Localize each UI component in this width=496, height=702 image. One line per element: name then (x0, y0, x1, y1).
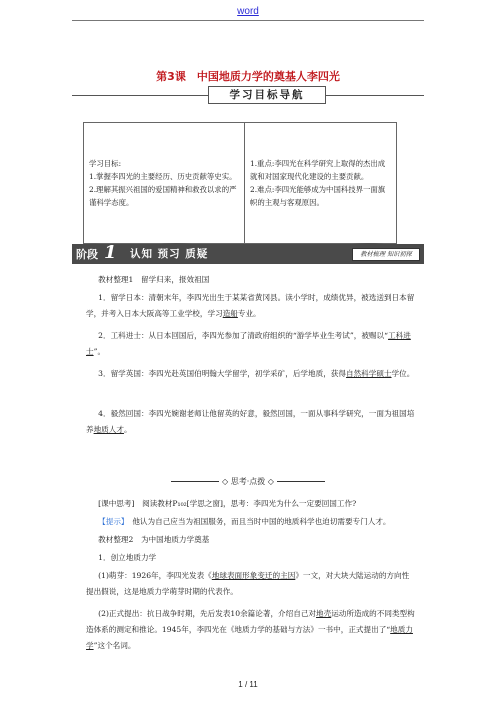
inclass-question (86, 496, 416, 512)
p1-key: 地球表面形象变迁的主因 (211, 571, 296, 580)
p2-text: 运动所造成的不同类型构造体系的测定和推论。1945年，李四光在《地质力学的基础与方法》一书中，正式提出了“ (86, 609, 415, 634)
goals-left-item: 2.理解其振兴祖国的爱国精神和救孜以求的严谨科学态度。 (89, 185, 237, 207)
item-text: 3．留学英国：李四光赴英国伯明翰大学留学，初学采矿，后学地质，获得 (98, 369, 346, 378)
goals-right-item: 2.难点:李四光能够成为中国科技界一面旗帜的主观与客观原因。 (250, 185, 386, 207)
think-divider-label: 思考·点拨 (230, 477, 266, 486)
item-key: 地质人才 (93, 425, 124, 434)
inclass-tag: [课中思考] (98, 499, 135, 508)
goals-left-item: 1.掌握李四光的主要经历、历史贡献等史实。 (89, 172, 237, 181)
item-text: 1．留学日本：清朝末年，李四光出生于某某省黄冈县。读小学时，成绩优异，被选送到日本留学，并考入日本大阪高等工业学校，学习 (86, 293, 415, 318)
inclass-text: 阅读教材P₁₀₂[学思之窗]，思考：李四光为什么一定要回国工作? (142, 499, 357, 508)
goals-left-cell (84, 123, 245, 244)
p1-text: 》一文，对大块大陆运动的方向性提出假说，这是地质力学萌芽时期的代表作。 (86, 571, 410, 596)
hint-tag: 【提示】 (98, 517, 125, 526)
section1-title: 教材整理1 留学归来，报效祖国 (98, 275, 210, 284)
page-number: 1 / 11 (238, 680, 258, 689)
section2-p2 (86, 606, 416, 654)
p2-text: (2)正式提出：抗日战争时期，先后发表10余篇论著，介绍自己对 (98, 609, 317, 618)
phase-tag: 教材梳理 知识初探 (352, 248, 420, 261)
phase-band-wave (72, 242, 424, 246)
section1-item-2 (86, 328, 416, 360)
goals-table (83, 122, 397, 244)
p1-text: (1)萌芽：1926年，李四光发表《 (98, 571, 212, 580)
section1-item-3 (86, 366, 416, 382)
nav-title: 学习目标导航 (208, 86, 326, 104)
section1-item-1 (86, 290, 416, 322)
phase-label: 阶段 (76, 248, 98, 261)
goals-left-heading: 学习目标: (89, 159, 122, 168)
header-word-link[interactable]: word (237, 6, 259, 17)
header-divider (72, 20, 424, 21)
hint-text: 他认为自己应当为祖国服务，而且当时中国的地质科学也迫切需要专门人才。 (132, 517, 391, 526)
item-key: 自然科学硕士 (345, 369, 392, 378)
item-text: 2．工科进士：从日本回国后，李四光参加了清政府组织的“游学毕业生考试”，被赐以“ (98, 331, 389, 340)
section2-title: 教材整理2 为中国地质力学奠基 (98, 535, 210, 544)
lesson-title: 第3课 中国地质力学的奠基人李四光 (156, 70, 340, 83)
phase-heading: 认知 预习 质疑 (130, 248, 209, 260)
think-divider: ◇ 思考·点拨 ◇ (72, 476, 424, 487)
item-text: 。 (123, 425, 132, 434)
p2-key: 地壳 (316, 609, 332, 618)
item-key: 造船 (222, 309, 238, 318)
p2-text: ”这个名词。 (93, 641, 136, 650)
item-text: 4．毅然回国：李四光婉谢老师让他留英的好意，毅然回国，一面从事科学研究，一面为祖国培养 (86, 409, 415, 434)
nav-line-right (326, 95, 424, 96)
item-text: ”。 (93, 347, 106, 356)
phase-number: 1 (104, 242, 117, 263)
nav-line-left (72, 95, 208, 96)
think-line-right (277, 481, 325, 482)
item-key: 工科进士 (86, 331, 411, 356)
section2-p1 (86, 568, 416, 600)
think-line-left (171, 481, 219, 482)
section1-item-4 (86, 406, 416, 438)
item-text: 学位。 (391, 369, 415, 378)
hint (86, 514, 416, 530)
goals-right-item: 1.重点:李四光在科学研究上取得的杰出成就和对国家现代化建设的主要贡献。 (250, 159, 386, 181)
p2-key2: 地质力学 (86, 625, 413, 650)
goals-right-cell (245, 123, 397, 244)
section2-sub: 1．创立地质力学 (98, 553, 157, 562)
item-text: 专业。 (237, 309, 261, 318)
